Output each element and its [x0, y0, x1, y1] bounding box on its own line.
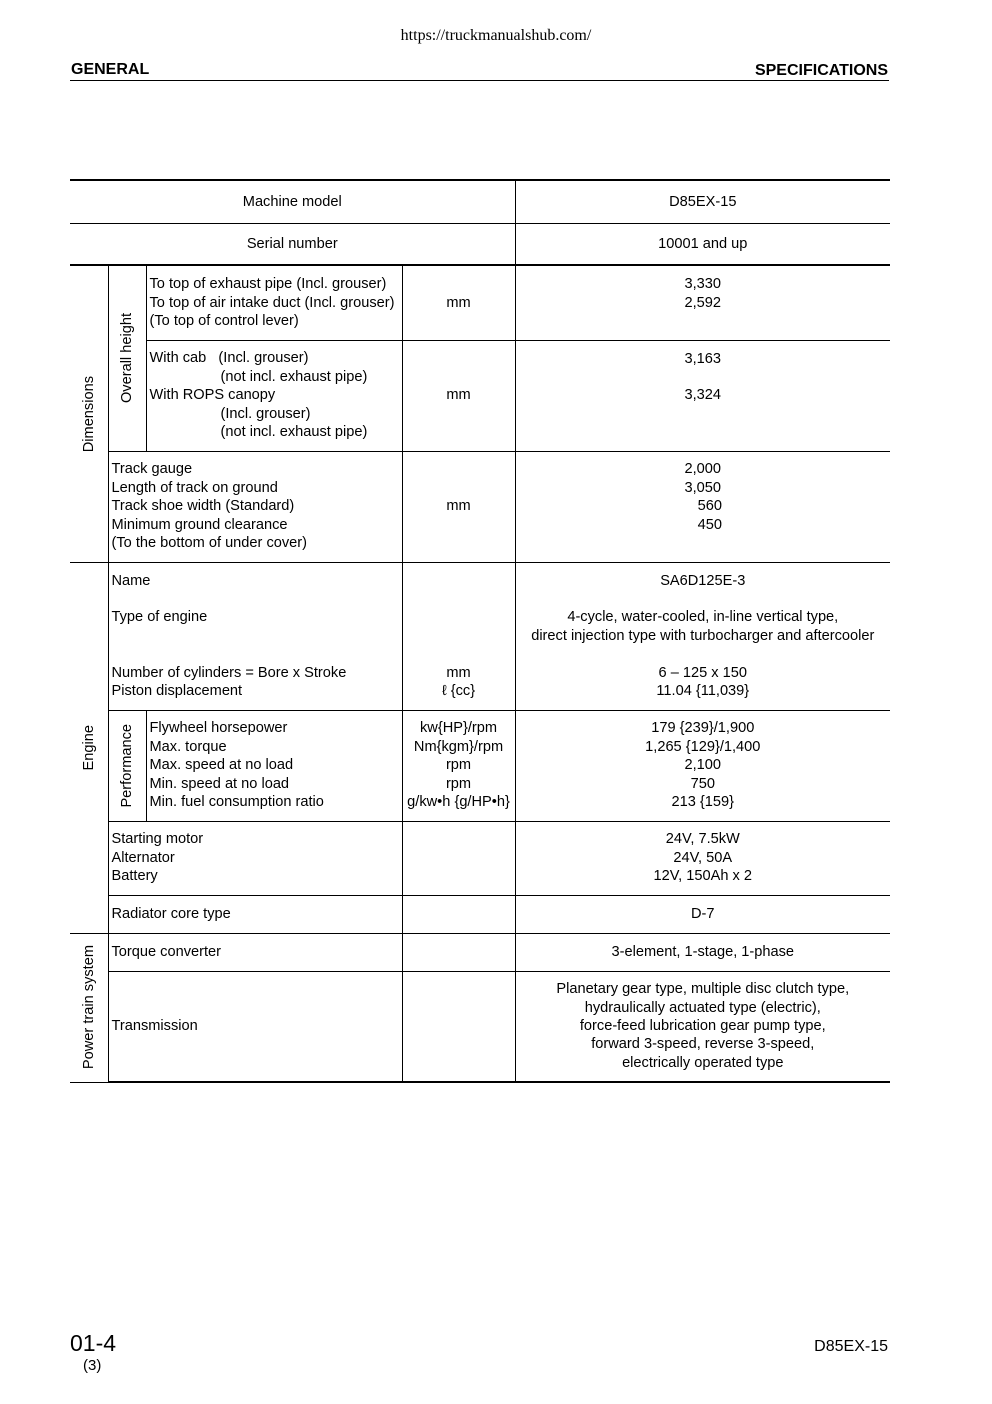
radiator-unit	[402, 895, 515, 933]
item-text: With ROPS canopy	[149, 387, 276, 404]
performance-values	[515, 710, 890, 821]
value-text: Planetary gear type, multiple disc clutch type,	[556, 981, 850, 998]
performance-label: Performance	[118, 723, 135, 808]
track-items	[108, 451, 402, 562]
unit-text: g/kw•h {g/HP•h}	[407, 794, 510, 811]
power-train-group-cell	[70, 933, 108, 1082]
performance-group-cell	[108, 710, 146, 821]
transmission-label: Transmission	[108, 971, 402, 1082]
item-text: Type of engine	[111, 609, 208, 626]
item-text: Number of cylinders = Bore x Stroke	[111, 664, 347, 681]
engine-general-items	[108, 562, 402, 710]
value-text: 2,592	[684, 294, 722, 311]
transmission-unit	[402, 971, 515, 1082]
item-text: Minimum ground clearance	[111, 516, 288, 533]
value-text: SA6D125E-3	[660, 572, 746, 589]
serial-number-value: 10001 and up	[515, 223, 890, 265]
electrical-items	[108, 821, 402, 895]
value-text: direct injection type with turbocharger and aftercooler	[531, 627, 875, 644]
value-text: 6 – 125 x 150	[658, 664, 747, 681]
value-text: 2,000	[684, 461, 722, 478]
header-rule	[70, 80, 889, 81]
item-text: (not incl. exhaust pipe)	[220, 368, 368, 385]
item-text: (To the bottom of under cover)	[111, 535, 307, 552]
value-text: 560	[697, 498, 722, 515]
value-text: 3,324	[684, 387, 722, 404]
value-text: 2,100	[684, 757, 722, 774]
value-text: 450	[697, 516, 722, 533]
machine-model-row	[70, 180, 890, 223]
overall-height-row-1	[70, 265, 890, 340]
machine-model-value: D85EX-15	[515, 180, 890, 223]
unit-text: rpm	[445, 757, 472, 774]
value-text: 12V, 150Ah x 2	[653, 868, 753, 885]
unit-text: Nm{kgm}/rpm	[413, 738, 504, 755]
serial-number-label: Serial number	[70, 223, 515, 265]
source-url[interactable]: https://truckmanualshub.com/	[400, 27, 592, 44]
track-values	[515, 451, 890, 562]
dimensions-label: Dimensions	[80, 375, 97, 452]
overall-height-items-1	[146, 265, 402, 340]
engine-group-cell	[70, 562, 108, 933]
item-text: With cab (Incl. grouser)	[149, 350, 309, 367]
overall-height-items-2	[146, 340, 402, 451]
unit-text: ℓ {cc}	[441, 682, 476, 699]
electrical-units	[402, 821, 515, 895]
item-text: Min. fuel consumption ratio	[149, 794, 324, 811]
item-text: Min. speed at no load	[149, 775, 290, 792]
value-text: 24V, 7.5kW	[665, 831, 740, 848]
engine-performance-row	[70, 710, 890, 821]
engine-electrical-row	[70, 821, 890, 895]
item-text: To top of air intake duct (Incl. grouser)	[149, 294, 395, 311]
value-text: electrically operated type	[622, 1054, 784, 1071]
value-text: 3,050	[684, 479, 722, 496]
item-text: (Incl. grouser)	[220, 405, 311, 422]
track-unit: mm	[402, 451, 515, 562]
unit-text: mm	[446, 664, 471, 681]
overall-height-unit-2: mm	[402, 340, 515, 451]
electrical-values	[515, 821, 890, 895]
value-text: 11.04 {11,039}	[656, 683, 750, 699]
engine-general-values	[515, 562, 890, 710]
item-text: Track gauge	[111, 461, 193, 478]
transmission-values	[515, 971, 890, 1082]
section-title: GENERAL	[71, 61, 150, 78]
transmission-row	[70, 971, 890, 1082]
torque-converter-label: Torque converter	[108, 933, 402, 971]
item-text: To top of exhaust pipe (Incl. grouser)	[149, 276, 387, 293]
serial-number-row	[70, 223, 890, 265]
overall-height-values-1	[515, 265, 890, 340]
overall-height-values-2	[515, 340, 890, 451]
value-text: force-feed lubrication gear pump type,	[579, 1018, 826, 1035]
torque-converter-row	[70, 933, 890, 971]
item-text: (not incl. exhaust pipe)	[220, 424, 368, 441]
overall-height-group-cell	[108, 265, 146, 451]
track-row	[70, 451, 890, 562]
item-text: Starting motor	[111, 831, 204, 848]
value-text: hydraulically actuated type (electric),	[584, 999, 821, 1016]
item-text: Track shoe width (Standard)	[111, 498, 295, 515]
machine-model-label: Machine model	[70, 180, 515, 223]
performance-units	[402, 710, 515, 821]
value-text: 213 {159}	[671, 794, 735, 811]
value-text: 4-cycle, water-cooled, in-line vertical type,	[567, 609, 839, 626]
item-text: Battery	[111, 868, 158, 885]
specifications-table	[70, 179, 890, 1083]
page-heading: SPECIFICATIONS	[754, 62, 888, 79]
radiator-label: Radiator core type	[108, 895, 402, 933]
item-text: Piston displacement	[111, 682, 243, 699]
engine-general-units	[402, 562, 515, 710]
torque-converter-value: 3-element, 1-stage, 1-phase	[515, 933, 890, 971]
unit-text: rpm	[445, 775, 472, 792]
power-train-label: Power train system	[80, 945, 97, 1070]
item-text: (To top of control lever)	[149, 312, 299, 329]
dimensions-group-cell	[70, 265, 108, 562]
value-text: forward 3-speed, reverse 3-speed,	[591, 1036, 815, 1053]
engine-label: Engine	[80, 724, 97, 771]
page-revision: (3)	[83, 1357, 102, 1374]
torque-converter-unit	[402, 933, 515, 971]
overall-height-label: Overall height	[118, 313, 135, 404]
overall-height-row-2	[70, 340, 890, 451]
value-text: 179 {239}/1,900	[651, 720, 755, 737]
item-text: Max. speed at no load	[149, 757, 294, 774]
performance-items	[146, 710, 402, 821]
unit-text: kw{HP}/rpm	[419, 720, 498, 737]
engine-general-row	[70, 562, 890, 710]
item-text: Length of track on ground	[111, 479, 278, 496]
radiator-value: D-7	[515, 895, 890, 933]
value-text: 1,265 {129}/1,400	[645, 738, 761, 755]
page-number: 01-4	[70, 1330, 117, 1356]
item-text: Flywheel horsepower	[149, 720, 288, 737]
value-text: 24V, 50A	[673, 849, 733, 866]
footer-model: D85EX-15	[814, 1338, 888, 1355]
item-text: Alternator	[111, 849, 175, 866]
item-text: Name	[111, 572, 151, 589]
item-text: Max. torque	[149, 738, 227, 755]
overall-height-unit-1: mm	[402, 265, 515, 340]
value-text: 3,330	[684, 276, 722, 293]
radiator-row	[70, 895, 890, 933]
value-text: 750	[690, 775, 715, 792]
value-text: 3,163	[684, 350, 722, 367]
